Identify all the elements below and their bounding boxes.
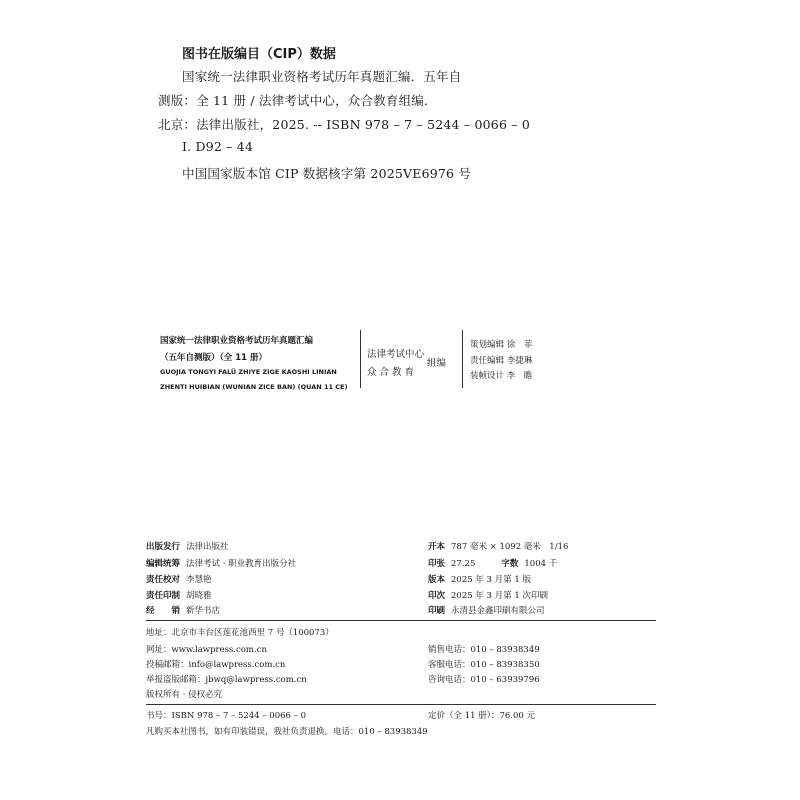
inquiry-phone: 咨询电话：010 – 63939796 xyxy=(428,675,540,685)
pub-key: 出版发行 xyxy=(146,542,181,552)
cip-line-2: 测版：全 11 册 / 法律考试中心，众合教育组编． xyxy=(158,93,437,108)
pub-value: 2025 年 3 月第 1 次印刷 xyxy=(451,591,548,601)
cip-line-1: 国家统一法律职业资格考试历年真题汇编．五年自 xyxy=(182,69,462,84)
cip-line-5: 中国国家版本馆 CIP 数据核字第 2025VE6976 号 xyxy=(182,166,472,181)
staff-row xyxy=(470,338,532,350)
book-title-pinyin-1: GUOJIA TONGYI FALÜ ZHIYE ZIGE KAOSHI LINIAN xyxy=(160,368,337,376)
pub-value: 2025 年 3 月第 1 版 xyxy=(451,575,531,585)
price: 定价（全 11 册）：76.00 元 xyxy=(428,711,536,721)
pub-key: 印张 xyxy=(428,559,446,569)
pub-key: 编辑统筹 xyxy=(146,559,181,569)
book-subtitle-cn: （五年自测版）（全 11 册） xyxy=(160,353,267,363)
isbn: 书号：ISBN 978 – 7 – 5244 – 0066 – 0 xyxy=(146,711,306,721)
submit-email: 投稿邮箱：info@lawpress.com.cn xyxy=(146,660,286,670)
pub-key: 责任校对 xyxy=(146,575,181,585)
pub-value: 新华书店 xyxy=(186,606,221,616)
divider-footer-top xyxy=(146,704,656,705)
pub-key: 版本 xyxy=(428,575,446,585)
staff-name: 李 瞻 xyxy=(506,371,533,381)
website: 网址：www.lawpress.com.cn xyxy=(146,645,267,655)
pub-key: 字数 xyxy=(501,559,519,569)
divider-right xyxy=(462,330,463,388)
pub-right-row xyxy=(428,573,531,585)
pub-key: 印刷 xyxy=(428,606,446,616)
pub-value: 1004 千 xyxy=(524,559,558,569)
editor-2: 众 合 教 育 xyxy=(367,367,415,378)
pub-key: 印次 xyxy=(428,591,446,601)
staff-role: 责任编辑 xyxy=(470,356,505,366)
cip-line-4: Ⅰ. D92 – 44 xyxy=(182,139,254,154)
pub-left-row xyxy=(146,573,212,585)
pub-value: 法律考试 · 职业教育出版分社 xyxy=(186,559,297,569)
pub-key: 责任印制 xyxy=(146,591,181,601)
pub-value: 胡晓雅 xyxy=(186,591,212,601)
pub-value: 法律出版社 xyxy=(186,542,229,552)
pub-left-row xyxy=(146,557,296,569)
staff-row xyxy=(470,354,532,366)
pub-value: 787 毫米 × 1092 毫米 1/16 xyxy=(451,542,569,552)
sales-phone: 销售电话：010 – 83938349 xyxy=(428,645,540,655)
pub-right-row xyxy=(428,540,568,552)
address: 地址：北京市丰台区莲花池西里 7 号（100073） xyxy=(146,628,334,638)
divider-left xyxy=(360,330,361,388)
pub-right-row xyxy=(428,557,557,569)
rights-notice: 版权所有 · 侵权必究 xyxy=(146,690,223,700)
staff-name: 李捷琳 xyxy=(506,356,533,366)
service-phone: 客服电话：010 – 83938350 xyxy=(428,660,540,670)
staff-row xyxy=(470,369,532,381)
pub-right-row xyxy=(428,589,548,601)
editor-role: 组编 xyxy=(427,358,447,369)
cip-line-3: 北京：法律出版社，2025. -- ISBN 978 – 7 – 5244 – 0066 – 0 xyxy=(158,117,531,132)
staff-role: 策划编辑 xyxy=(470,340,505,350)
pub-key: 开本 xyxy=(428,542,446,552)
book-title-pinyin-2: ZHENTI HUIBIAN (WUNIAN ZICE BAN) (QUAN 11 CE) xyxy=(160,383,348,391)
pub-left-row xyxy=(146,540,229,552)
editor-1: 法律考试中心 xyxy=(367,349,425,360)
divider-contact-top xyxy=(146,620,656,621)
pub-value: 永清县金鑫印刷有限公司 xyxy=(451,606,545,616)
pub-left-row xyxy=(146,604,220,616)
report-email: 举报盗版邮箱：jbwq@lawpress.com.cn xyxy=(146,675,307,685)
staff-name: 徐 菲 xyxy=(506,340,533,350)
pub-key: 经 销 xyxy=(146,606,181,616)
pub-right-row xyxy=(428,604,545,616)
pub-left-row xyxy=(146,589,212,601)
pub-value: 李慧艳 xyxy=(186,575,212,585)
pub-value: 27.25 xyxy=(451,559,476,569)
cip-title: 图书在版编目（CIP）数据 xyxy=(182,47,336,62)
book-title-cn: 国家统一法律职业资格考试历年真题汇编 xyxy=(160,336,314,346)
staff-role: 装帧设计 xyxy=(470,371,505,381)
return-notice: 凡购买本社图书，如有印装错误，我社负责退换。电话：010 – 83938349 xyxy=(146,727,428,737)
